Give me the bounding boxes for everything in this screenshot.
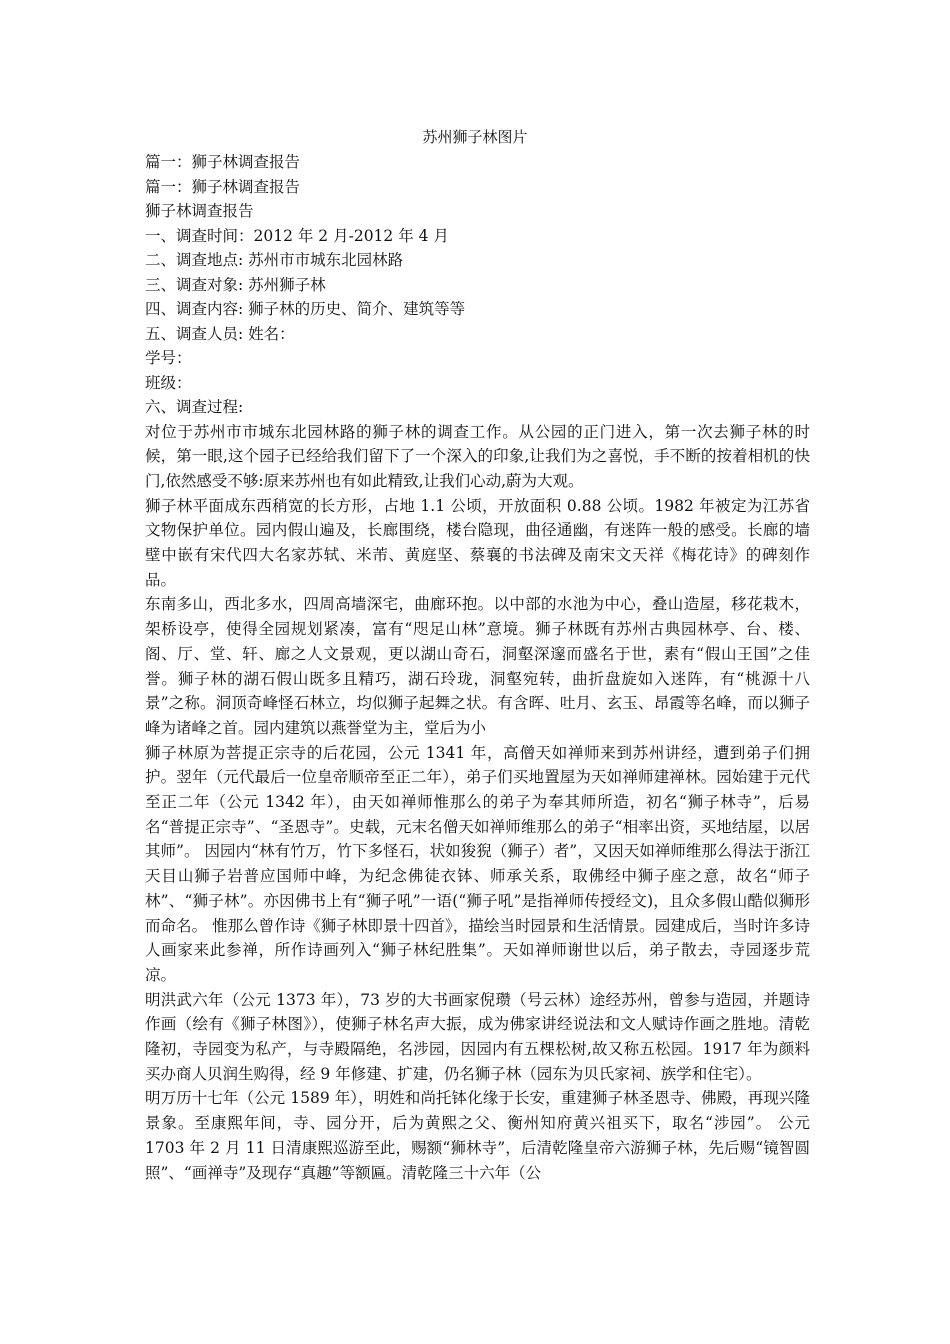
section-heading: 篇一：狮子林调查报告 [145,153,301,171]
survey-staff-class: 班级： [145,373,192,392]
paragraph-scenery: 东南多山，西北多水，四周高墙深宅，曲廊环抱。以中部的水池为中心，叠山造屋，移花栽木，架桥设亭，使得全园规划紧凑，富有“咫足山林”意境。狮子林既有苏州古典园林亭、台、楼、阁、厅、堂、轩、廊之人文景观，更以湖山奇石，洞壑深邃而盛名于世，素有“假山王国”之佳誉。狮子林的湖石假山既多且精巧，湖石玲珑，洞壑宛转，曲折盘旋如入迷阵，有“桃源十八景”之称。洞顶奇峰怪石林立，均似狮子起舞之状。有含晖、吐月、玄玉、昂霞等名峰，而以狮子峰为诸峰之首。园内建筑以燕誉堂为主，堂后为小 [145,595,810,737]
document-title: 苏州狮子林图片 [422,128,528,146]
survey-content: 四、调查内容: 狮子林的历史、简介、建筑等等 [145,300,466,318]
section-heading: 篇一：狮子林调查报告 [145,177,301,196]
paragraph-visit: 对位于苏州市市城东北园林路的狮子林的调查工作。从公园的正门进入，第一次去狮子林的时候，第一眼,这个园子已经给我们留下了一个深入的印象,让我们为之喜悦，手不断的按着相机的快门,依然感受不够:原来苏州也有如此精致,让我们心动,蔚为大观。 [145,422,810,490]
survey-time: 一、调查时间：2012 年 2 月-2012 年 4 月 [145,226,449,245]
document-body [145,150,810,1185]
survey-staff-id: 学号： [145,349,192,367]
survey-staff-name: 五、调查人员: 姓名： [145,324,295,343]
paragraph-layout: 狮子林平面成东西稍宽的长方形，占地 1.1 公顷，开放面积 0.88 公顷。1982 年被定为江苏省文物保护单位。园内假山遍及，长廊围绕，楼台隐现，曲径通幽，有迷阵一般的感受。长廊的墙壁中嵌有宋代四大名家苏轼、米芾、黄庭坚、蔡襄的书法碑及南宋文天祥《梅花诗》的碑刻作品。 [145,496,810,589]
survey-location: 二、调查地点: 苏州市市城东北园林路 [145,251,404,269]
survey-process-heading: 六、调查过程: [145,398,244,416]
paragraph-ming-hongwu: 明洪武六年（公元 1373 年），73 岁的大书画家倪瓒（号云林）途经苏州，曾参与造园，并题诗作画（绘有《狮子林图》），使狮子林名声大振，成为佛家讲经说法和文人赋诗作画之胜地。清乾隆初，寺园变为私产，与寺殿隔绝，名涉园，因园内有五棵松树,故又称五松园。1917 年为颜料买办商人贝润生购得，经 9 年修建、扩建，仍名狮子林（园东为贝氏家祠、族学和住宅）。 [145,990,810,1083]
paragraph-origin: 狮子林原为菩提正宗寺的后花园，公元 1341 年，高僧天如禅师来到苏州讲经，遭到弟子们拥护。翌年（元代最后一位皇帝顺帝至正二年），弟子们买地置屋为天如禅师建禅林。园始建于元代至正二年（公元 1342 年），由天如禅师惟那么的弟子为奉其师所造，初名“狮子林寺”，后易名“普提正宗寺”、“圣恩寺”。史载，元末名僧天如禅师维那么的弟子“相率出资，买地结屋，以居其师”。 因园内“林有竹万，竹下多怪石，状如狻猊（狮子）者”，又因天如禅师维那么得法于浙江天目山狮子岩普应国师中峰，为纪念佛徒衣钵、师承关系，取佛经中狮子座之意，故名“师子林”、“狮子林”。亦因佛书上有“狮子吼”一语(“狮子吼”是指禅师传授经文)，且众多假山酷似狮形而命名。 惟那么曾作诗《狮子林即景十四首》，描绘当时园景和生活情景。园建成后，当时许多诗人画家来此参禅，所作诗画列入“狮子林纪胜集”。天如禅师谢世以后，弟子散去，寺园逐步荒凉。 [145,743,810,984]
report-title: 狮子林调查报告 [145,202,254,220]
survey-subject: 三、调查对象: 苏州狮子林 [145,275,326,294]
paragraph-ming-wanli: 明万历十七年（公元 1589 年），明姓和尚托钵化缘于长安，重建狮子林圣恩寺、佛殿，再现兴隆景象。至康熙年间，寺、园分开，后为黄熙之父、衡州知府黄兴祖买下，取名“涉园”。 公元 1703 年 2 月 11 日清康熙巡游至此，赐额“狮林寺”，后清乾隆皇帝六游狮子林，先后赐“镜智圆照”、“画禅寺”及现存“真趣”等额匾。清乾隆三十六年（公 [145,1089,810,1182]
